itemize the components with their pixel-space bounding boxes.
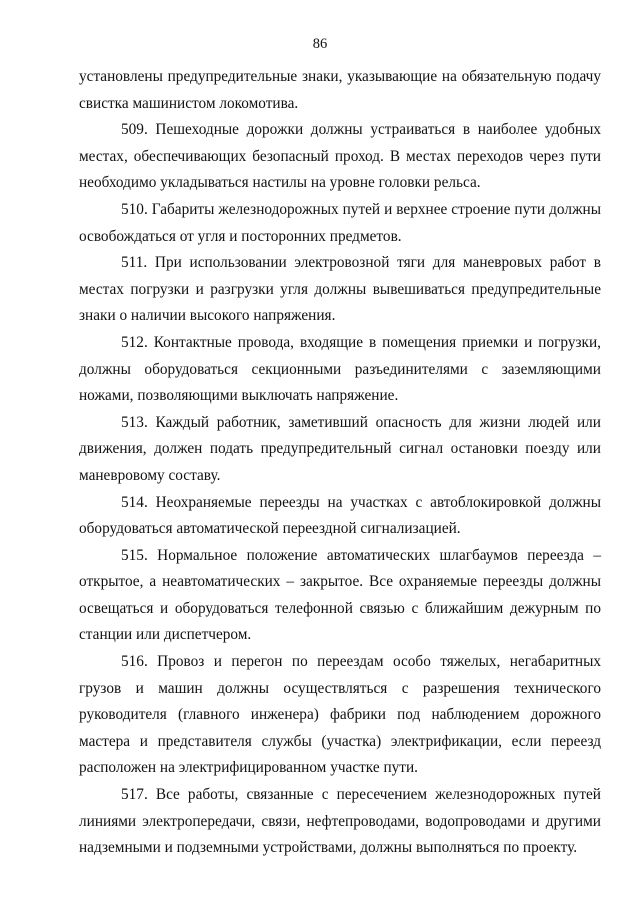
paragraph-516: 516. Провоз и перегон по переездам особо тяжелых, негабаритных грузов и машин должны осуществляться с разрешения технического руководителя (главного инженера) фабрики под наблюдением дорожного мастера и представителя службы (участка) электрификации, если переезд расположен на электрифицированном участке пути. [79,653,601,777]
paragraph-510: 510. Габариты железнодорожных путей и верхнее строение пути должны освобождаться от угля и посторонних предметов. [79,200,601,245]
paragraph-514: 514. Неохраняемые переезды на участках с автоблокировкой должны оборудоваться автоматической переездной сигнализацией. [79,493,601,538]
paragraph-512: 512. Контактные провода, входящие в помещения приемки и погрузки, должны оборудоваться секционными разъединителями с заземляющими ножами, позволяющими выключать напряжение. [79,333,601,405]
paragraph-509: 509. Пешеходные дорожки должны устраиваться в наиболее удобных местах, обеспечивающих безопасный проход. В местах переходов через пути необходимо укладываться настилы на уровне головки рельса. [79,121,601,192]
paragraph-513: 513. Каждый работник, заметивший опасность для жизни людей или движения, должен подать предупредительный сигнал остановки поезду или маневровому составу. [79,413,601,484]
page-number: 86 [312,36,328,52]
document-body [79,64,601,862]
paragraph-515: 515. Нормальное положение автоматических шлагбаумов переезда – открытое, а неавтоматических – закрытое. Все охраняемые переезды должны освещаться и оборудоваться телефонной связью с ближайшим дежурным по станции или диспетчером. [79,546,601,644]
paragraph-continuation: установлены предупредительные знаки, указывающие на обязательную подачу свистка машинистом локомотива. [79,68,601,112]
paragraph-511: 511. При использовании электровозной тяги для маневровых работ в местах погрузки и разгрузки угля должны вывешиваться предупредительные знаки о наличии высокого напряжения. [79,254,601,325]
paragraph-517: 517. Все работы, связанные с пересечением железнодорожных путей линиями электропередачи, связи, нефтепроводами, водопроводами и другими надземными и подземными устройствами, должны выполняться по проекту. [79,786,601,857]
